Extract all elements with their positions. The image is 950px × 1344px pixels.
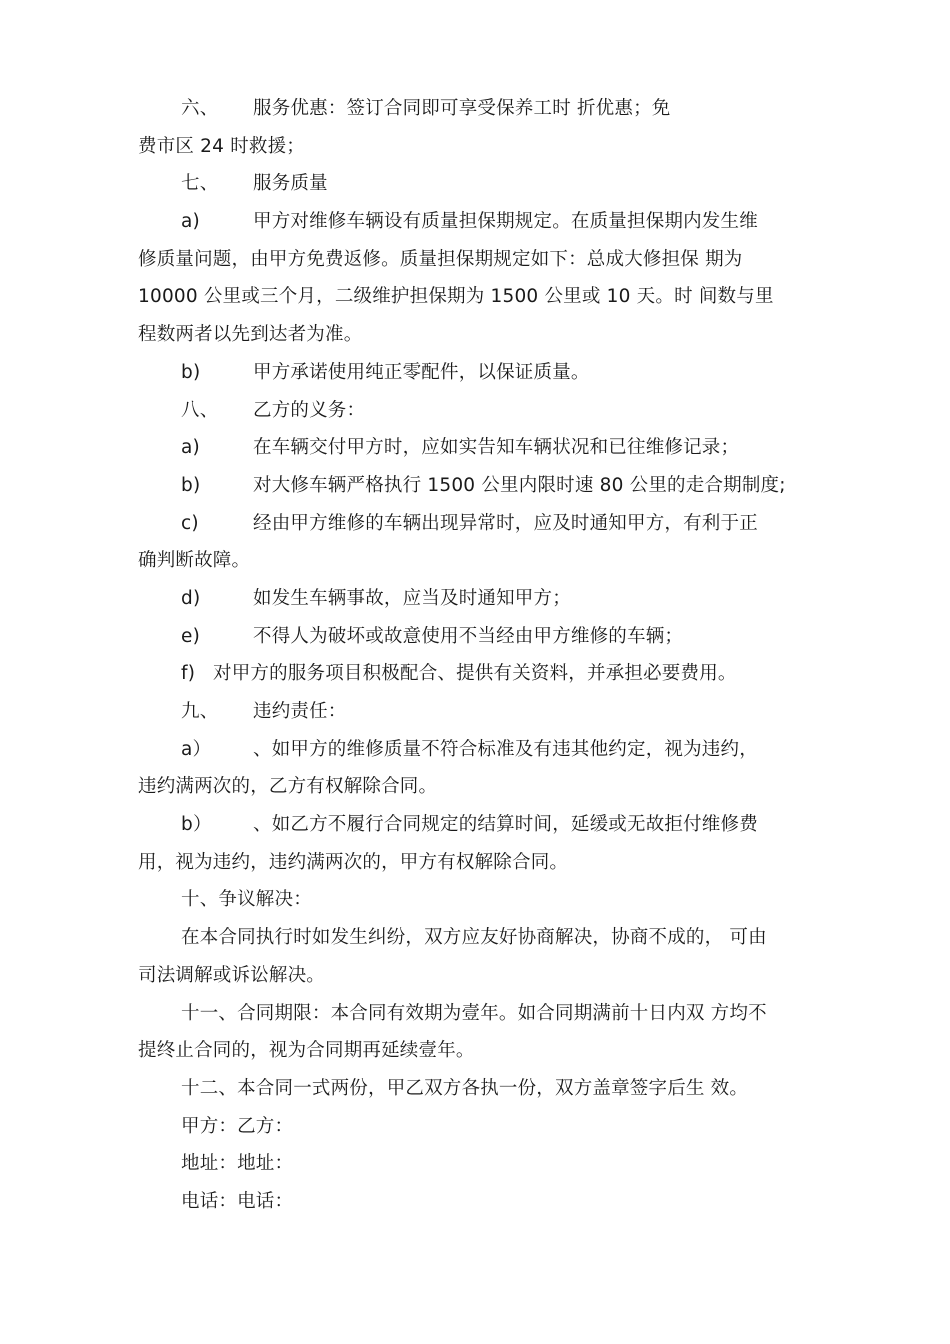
item-marker: a) <box>181 211 200 233</box>
line-text: 10000 公里或三个月，二级维护担保期为 1500 公里或 10 天。时 间数与里 <box>138 286 774 308</box>
item-line <box>138 618 828 656</box>
line-text: 费市区 24 时救援； <box>138 135 306 157</box>
section-11-line <box>138 995 828 1033</box>
section-text: 十一、合同期限：本合同有效期为壹年。如合同期满前十日内双 方均不 <box>181 1002 767 1024</box>
body-line <box>138 919 828 957</box>
item-line <box>138 429 828 467</box>
item-line <box>138 731 828 769</box>
section-marker: 八、 <box>181 399 219 421</box>
section-10-line <box>138 881 828 919</box>
section-marker: 七、 <box>181 173 219 195</box>
body-line <box>138 278 828 316</box>
item-text: 、如甲方的维修质量不符合标准及有违其他约定，视为违约， <box>253 738 758 760</box>
item-marker: b） <box>181 814 212 836</box>
section-text: 服务质量 <box>253 173 328 195</box>
item-marker: d) <box>181 587 201 609</box>
item-line <box>138 655 828 693</box>
item-marker: e) <box>181 625 200 647</box>
section-8-line <box>138 392 828 430</box>
item-marker: c) <box>181 512 199 534</box>
line-text: 在本合同执行时如发生纠纷，双方应友好协商解决，协商不成的， 可由 <box>181 927 767 949</box>
section-text: 十、争议解决： <box>181 889 312 911</box>
item-marker: b) <box>181 474 201 496</box>
section-marker: 九、 <box>181 701 219 722</box>
item-text: 对甲方的服务项目积极配合、提供有关资料，并承担必要费用。 <box>213 663 737 685</box>
body-line <box>138 957 828 995</box>
line-text: 程数两者以先到达者为准。 <box>138 324 363 346</box>
item-line <box>138 580 828 618</box>
item-line <box>138 354 828 392</box>
item-marker: f) <box>181 663 196 685</box>
phone-label: 电话：电话： <box>181 1190 294 1212</box>
body-line <box>138 542 828 580</box>
section-7-line <box>138 165 828 203</box>
signature-party-line <box>138 1108 828 1146</box>
section-text: 违约责任： <box>253 701 347 722</box>
signature-address-line <box>138 1145 828 1183</box>
item-text: 在车辆交付甲方时，应如实告知车辆状况和已往维修记录； <box>253 437 740 459</box>
item-text: 甲方承诺使用纯正零配件，以保证质量。 <box>253 361 590 383</box>
line-text: 违约满两次的，乙方有权解除合同。 <box>138 776 438 798</box>
body-line <box>138 316 828 354</box>
item-marker: a) <box>181 437 200 459</box>
item-text: 、如乙方不履行合同规定的结算时间，延缓或无故拒付维修费 <box>253 814 758 836</box>
section-12-line <box>138 1070 828 1108</box>
item-text: 经由甲方维修的车辆出现异常时，应及时通知甲方，有利于正 <box>253 512 758 534</box>
section-text: 乙方的义务： <box>253 399 366 421</box>
item-line <box>138 806 828 844</box>
body-line <box>138 241 828 279</box>
party-label: 甲方：乙方： <box>181 1115 294 1137</box>
section-marker: 六、 <box>181 98 219 119</box>
line-text: 提终止合同的，视为合同期再延续壹年。 <box>138 1040 475 1062</box>
contract-page <box>138 90 828 1221</box>
item-text: 如发生车辆事故，应当及时通知甲方； <box>253 587 571 609</box>
item-marker: b) <box>181 361 201 383</box>
item-text: 对大修车辆严格执行 1500 公里内限时速 80 公里的走合期制度; <box>253 474 786 496</box>
body-line <box>138 844 828 882</box>
signature-phone-line <box>138 1183 828 1221</box>
line-text: 修质量问题，由甲方免费返修。质量担保期规定如下：总成大修担保 期为 <box>138 248 743 270</box>
section-text: 十二、本合同一式两份，甲乙双方各执一份，双方盖章签字后生 效。 <box>181 1077 749 1099</box>
body-line <box>138 128 828 166</box>
body-line <box>138 768 828 806</box>
item-line <box>138 505 828 543</box>
section-9-line <box>138 693 828 731</box>
line-text: 用，视为违约，违约满两次的，甲方有权解除合同。 <box>138 851 569 873</box>
body-line <box>138 1032 828 1070</box>
item-text: 不得人为破坏或故意使用不当经由甲方维修的车辆； <box>253 625 684 647</box>
section-text: 服务优惠：签订合同即可享受保养工时 折优惠；免 <box>253 98 671 119</box>
line-text: 司法调解或诉讼解决。 <box>138 964 326 986</box>
item-marker: a） <box>181 738 212 760</box>
item-line <box>138 467 828 505</box>
section-6-line <box>138 90 828 128</box>
item-line <box>138 203 828 241</box>
item-text: 甲方对维修车辆设有质量担保期规定。在质量担保期内发生维 <box>253 211 758 233</box>
line-text: 确判断故障。 <box>138 550 251 572</box>
address-label: 地址：地址： <box>181 1153 294 1175</box>
